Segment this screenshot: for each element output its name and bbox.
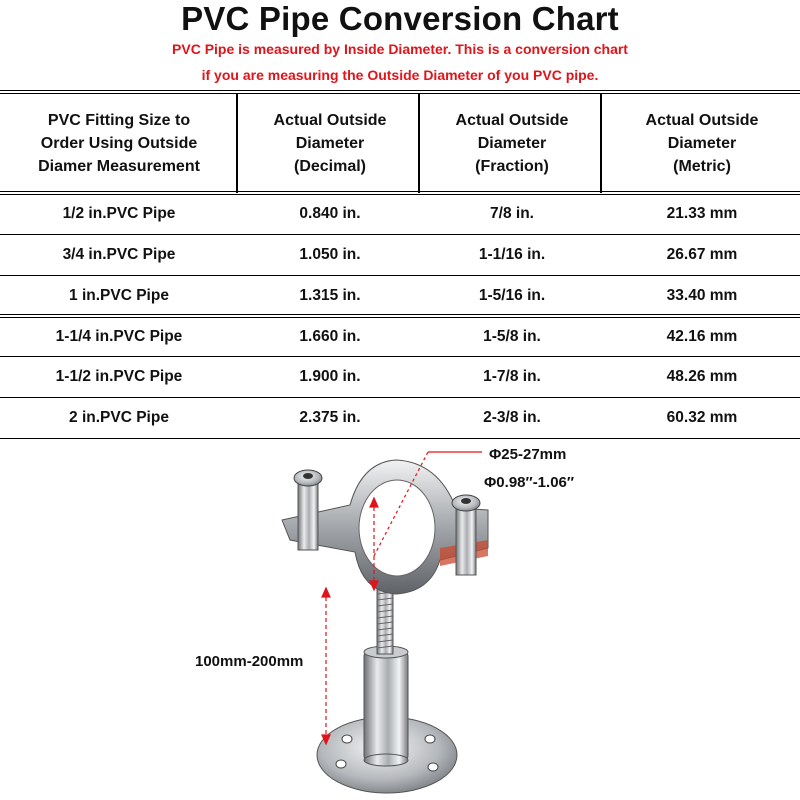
cell-fitting-size: 2 in.PVC Pipe — [69, 409, 169, 426]
header-fitting-size: PVC Fitting Size to Order Using Outside Diamer Measurement — [38, 111, 200, 175]
table-row — [0, 357, 800, 397]
cell-od-decimal: 1.315 in. — [299, 287, 361, 304]
page-title: PVC Pipe Conversion Chart — [181, 0, 619, 37]
dimension-label-diameter-mm: Φ25-27mm — [489, 446, 567, 463]
cell-od-fraction: 1-5/8 in. — [483, 328, 541, 345]
table-row — [0, 235, 800, 275]
support-tube — [364, 646, 408, 766]
cell-fitting-size: 1/2 in.PVC Pipe — [62, 205, 176, 222]
cell-od-metric: 42.16 mm — [666, 328, 738, 345]
cell-fitting-size: 1-1/4 in.PVC Pipe — [55, 328, 183, 345]
dimension-label-height: 100mm-200mm — [195, 653, 304, 670]
table-row — [0, 194, 800, 234]
cell-fitting-size: 3/4 in.PVC Pipe — [62, 246, 176, 263]
header-od-metric: Actual Outside Diameter (Metric) — [645, 111, 759, 175]
table-row — [0, 317, 800, 357]
cell-od-metric: 60.32 mm — [666, 409, 738, 426]
cell-od-fraction: 7/8 in. — [490, 205, 534, 222]
cell-od-fraction: 1-5/16 in. — [478, 287, 546, 304]
table-row — [0, 276, 800, 316]
cell-fitting-size: 1-1/2 in.PVC Pipe — [55, 368, 183, 385]
cell-od-decimal: 1.660 in. — [299, 328, 361, 345]
cell-od-fraction: 1-7/8 in. — [483, 368, 541, 385]
cell-od-fraction: 2-3/8 in. — [483, 409, 541, 426]
header-od-fraction: Actual Outside Diameter (Fraction) — [455, 111, 569, 175]
cell-fitting-size: 1 in.PVC Pipe — [69, 287, 169, 304]
subtitle-line-2: if you are measuring the Outside Diameter of you PVC pipe. — [201, 67, 599, 83]
cell-od-decimal: 1.050 in. — [299, 246, 361, 263]
cell-od-metric: 21.33 mm — [666, 205, 738, 222]
cell-od-metric: 48.26 mm — [666, 368, 738, 385]
pipe-clamp-bracket-image — [170, 440, 730, 800]
cell-od-decimal: 0.840 in. — [299, 205, 361, 222]
cell-od-fraction: 1-1/16 in. — [478, 246, 546, 263]
table-row — [0, 398, 800, 438]
cell-od-decimal: 1.900 in. — [299, 368, 361, 385]
table-bottom-rule — [0, 438, 800, 439]
dimension-label-diameter-in: Φ0.98″-1.06″ — [484, 474, 575, 491]
cell-od-metric: 26.67 mm — [666, 246, 738, 263]
cell-od-metric: 33.40 mm — [666, 287, 738, 304]
cell-od-decimal: 2.375 in. — [299, 409, 361, 426]
subtitle-line-1: PVC Pipe is measured by Inside Diameter. This is a conversion chart — [172, 41, 628, 57]
header-od-decimal: Actual Outside Diameter (Decimal) — [273, 111, 387, 175]
table-top-rule — [0, 90, 800, 94]
